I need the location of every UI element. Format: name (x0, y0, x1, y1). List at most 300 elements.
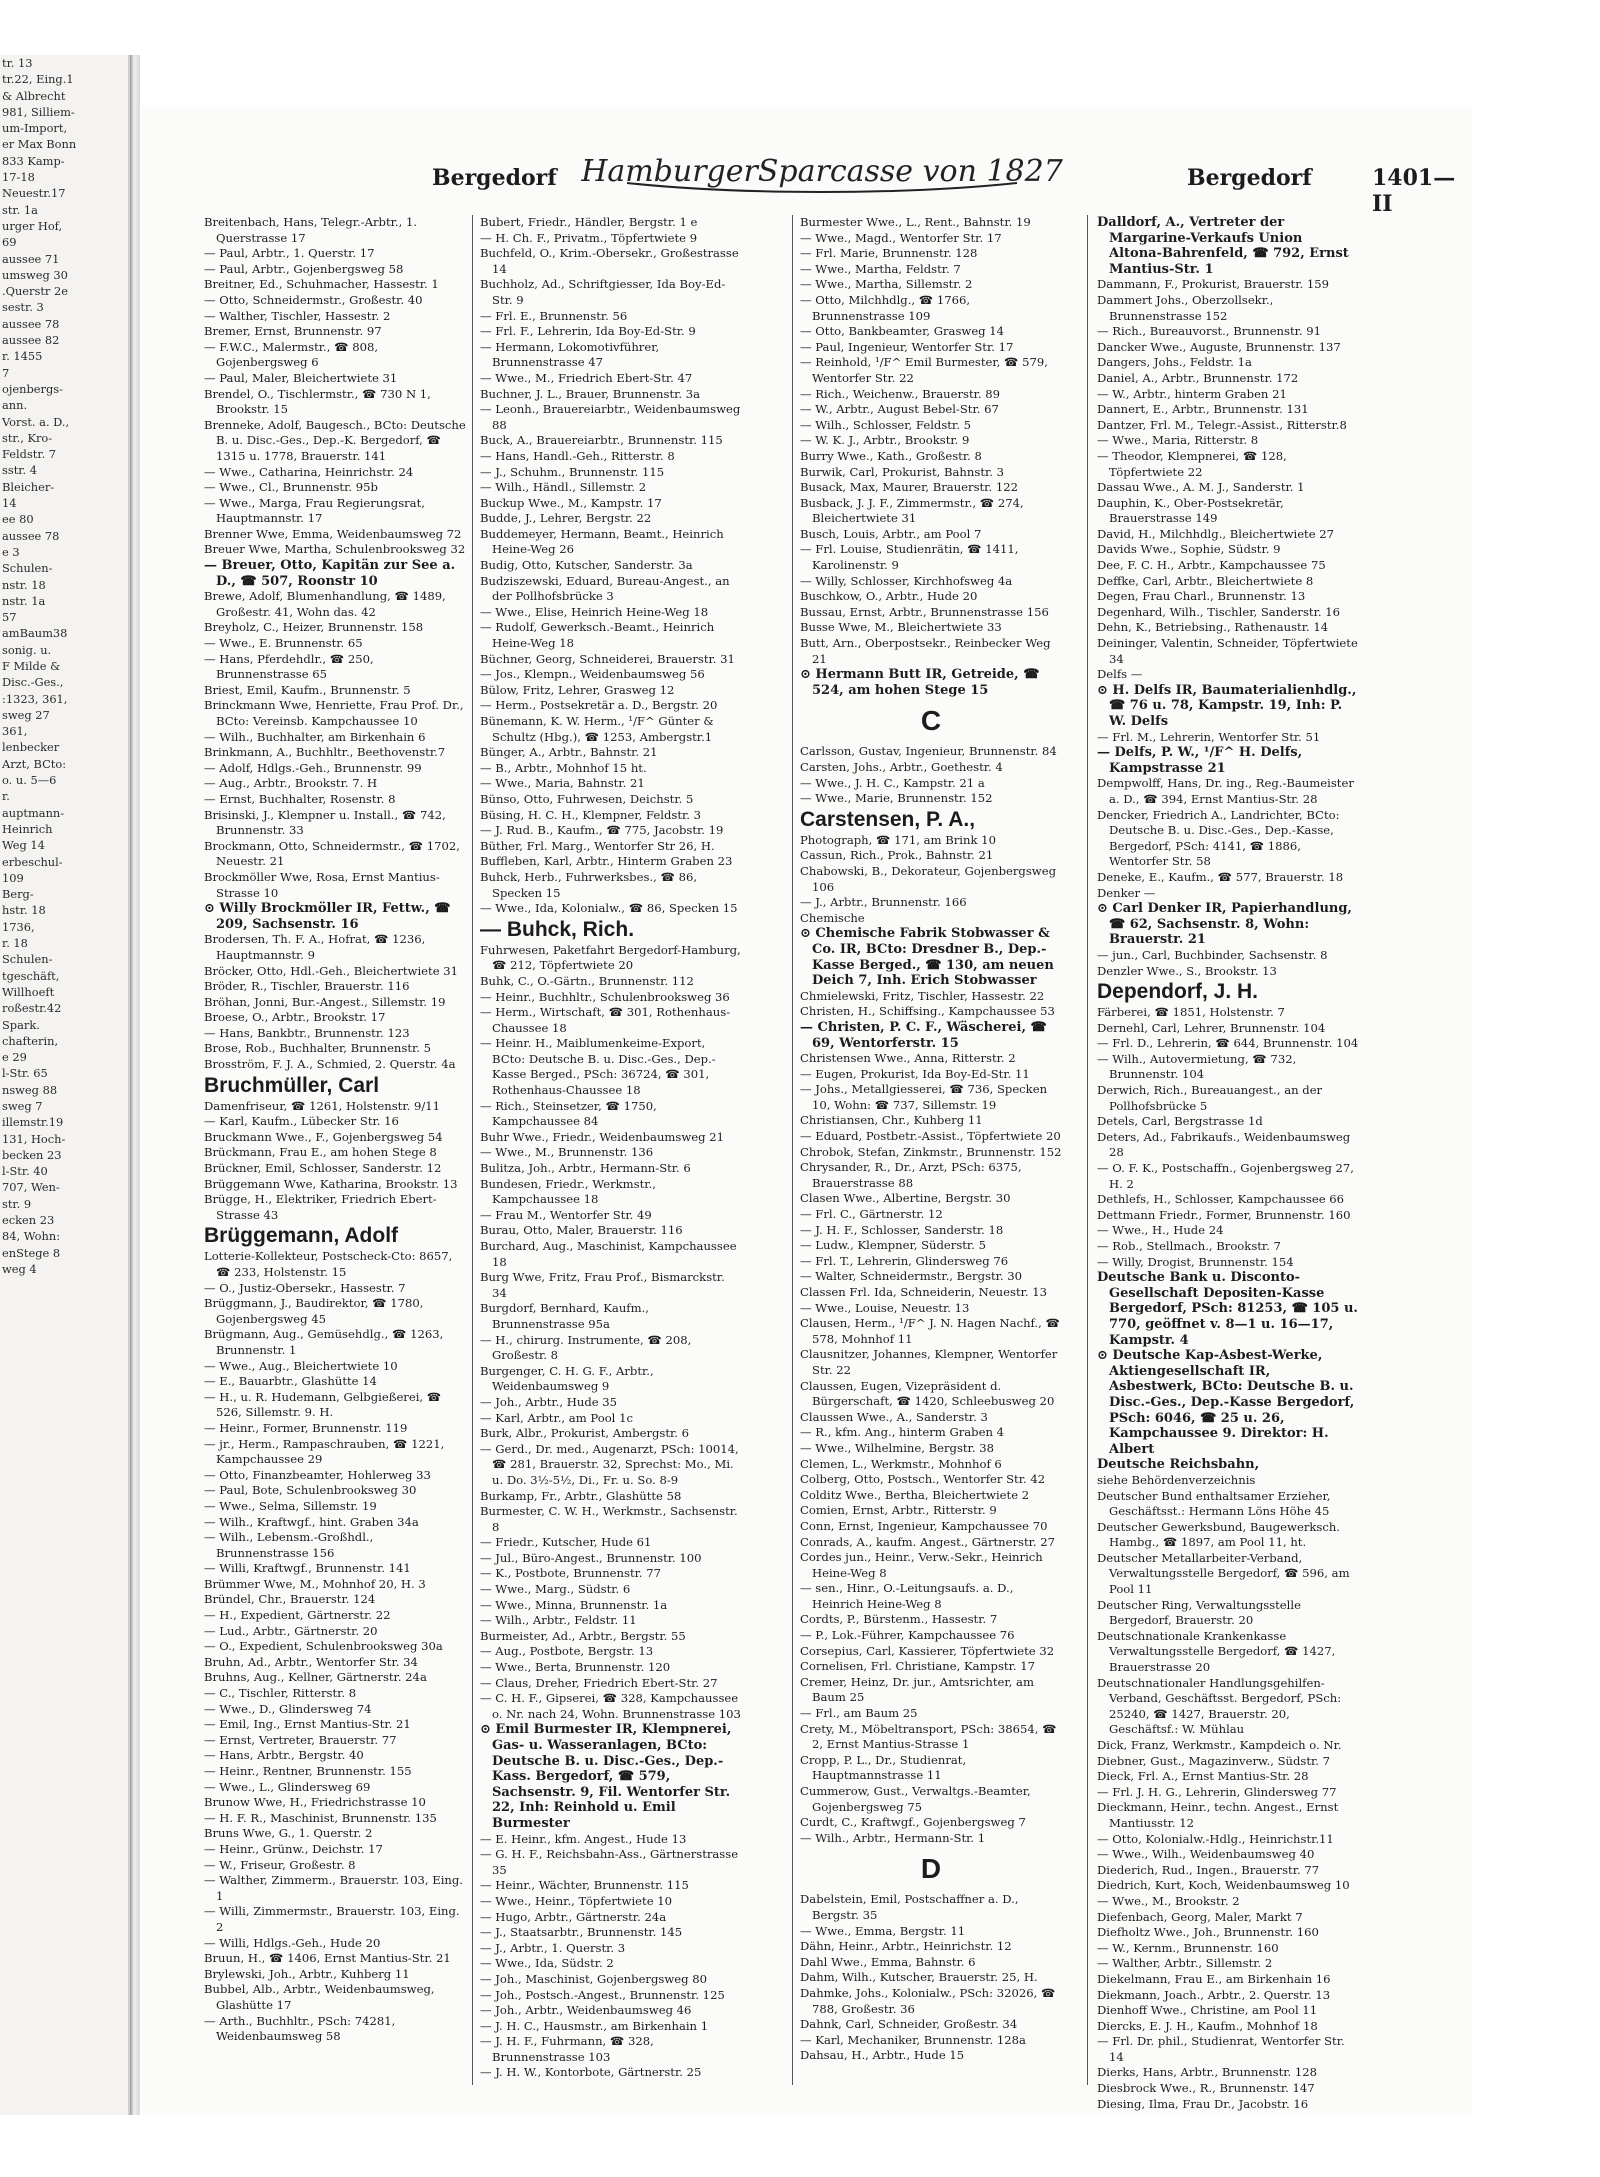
directory-entry: — Frau M., Wentorfer Str. 49 (480, 1207, 652, 1222)
directory-entry: — Frl. Marie, Brunnenstr. 128 (800, 246, 978, 261)
directory-entry: Dahmke, Johs., Kolonialw., PSch: 32026, ☎ 788, Großestr. 36 (800, 1985, 1056, 2016)
left-page-fragment: nsweg 88 (2, 1082, 58, 1097)
directory-entry: Brinckmann Wwe, Henriette, Frau Prof. Dr., BCto: Vereinsb. Kampchaussee 10 (204, 698, 464, 728)
directory-entry: Dahsau, H., Arbtr., Hude 15 (800, 2048, 965, 2063)
directory-entry: Brügge, H., Elektriker, Friedrich Ebert-Strasse 43 (204, 1192, 437, 1222)
left-page-fragment: 109 (2, 870, 24, 885)
directory-entry: Brügmann, Aug., Gemüsehdlg., ☎ 1263, Brunnenstr. 1 (204, 1327, 444, 1357)
directory-entry: — Rudolf, Gewerksch.-Beamt., Heinrich Heine-Weg 18 (480, 620, 715, 651)
directory-entry: — Paul, Maler, Bleichertwiete 31 (204, 370, 398, 385)
left-page-fragment: weg 4 (2, 1261, 37, 1276)
directory-entry: Dettmann Friedr., Former, Brunnenstr. 160 (1097, 1207, 1351, 1222)
left-page-fragment: sstr. 4 (2, 463, 37, 478)
directory-entry: — Wwe., M., Brunnenstr. 136 (480, 1145, 654, 1160)
directory-entry: — Wwe., Marie, Brunnenstr. 152 (800, 791, 993, 806)
directory-entry: Burry Wwe., Kath., Großestr. 8 (800, 448, 982, 463)
directory-entry: Deffke, Carl, Arbtr., Bleichertwiete 8 (1097, 573, 1314, 588)
left-page-fragment: e 29 (2, 1050, 27, 1065)
directory-entry: — Wilh., Arbtr., Hermann-Str. 1 (800, 1830, 986, 1845)
directory-entry: — Wwe., Cl., Brunnenstr. 95b (204, 480, 378, 495)
directory-entry: Clausnitzer, Johannes, Klempner, Wentorfer Str. 22 (800, 1347, 1058, 1377)
directory-entry: Cremer, Heinz, Dr. jur., Amtsrichter, am Baum 25 (800, 1674, 1034, 1705)
directory-page (142, 105, 1472, 2115)
column-rule (792, 215, 793, 2085)
directory-entry: Fuhrwesen, Paketfahrt Bergedorf-Hamburg, ☎ 212, Töpfertwiete 20 (480, 942, 741, 973)
directory-entry: Burmeister, Ad., Arbtr., Bergstr. 55 (480, 1628, 686, 1643)
directory-entry: Clemen, L., Werkmstr., Mohnhof 6 (800, 1456, 1002, 1471)
directory-entry: — H., Expedient, Gärtnerstr. 22 (204, 1608, 391, 1623)
directory-entry: Cordts, P., Bürstenm., Hassestr. 7 (800, 1612, 998, 1627)
left-page-fragment: 57 (2, 610, 17, 625)
directory-entry: Dieck, Frl. A., Ernst Mantius-Str. 28 (1097, 1769, 1309, 1784)
directory-entry: — J. H. W., Kontorbote, Gärtnerstr. 25 (480, 2065, 702, 2080)
directory-entry: — Otto, Milchhdlg., ☎ 1766, Brunnenstrasse 109 (800, 292, 971, 323)
directory-entry: — Frl. J. H. G., Lehrerin, Glindersweg 77 (1097, 1784, 1337, 1799)
directory-entry: — Wwe., Marga, Frau Regierungsrat, Hauptmannstr. 17 (204, 495, 425, 526)
directory-entry: Dethlefs, H., Schlosser, Kampchaussee 66 (1097, 1192, 1345, 1207)
directory-entry: Photograph, ☎ 171, am Brink 10 (800, 832, 996, 847)
directory-entry: — Frl. C., Gärtnerstr. 12 (800, 1207, 943, 1222)
left-page-fragment: l-Str. 65 (2, 1066, 48, 1081)
directory-entry: Breuer Wwe, Martha, Schulenbrooksweg 32 (204, 542, 466, 557)
directory-entry: Burau, Otto, Maler, Brauerstr. 116 (480, 1223, 683, 1238)
column-rule (472, 215, 473, 2085)
directory-entry: Burmester, C. W. H., Werkmstr., Sachsenstr. 8 (480, 1504, 738, 1534)
directory-entry: Colditz Wwe., Bertha, Bleichertwiete 2 (800, 1487, 1030, 1502)
directory-entry: Carsten, Johs., Arbtr., Goethestr. 4 (800, 760, 1003, 774)
directory-entry: — H., chirurg. Instrumente, ☎ 208, Großestr. 8 (480, 1332, 692, 1363)
directory-entry: Dee, F. C. H., Arbtr., Kampchaussee 75 (1097, 558, 1326, 573)
directory-entry: — Paul, Arbtr., 1. Querstr. 17 (204, 246, 375, 261)
directory-entry: Chrysander, R., Dr., Arzt, PSch: 6375, Brauerstrasse 88 (800, 1160, 1022, 1190)
directory-entry: Dienhoff Wwe., Christine, am Pool 11 (1097, 2003, 1318, 2018)
directory-entry: — Frl. E., Brunnenstr. 56 (480, 308, 628, 323)
directory-entry: — Ernst, Vertreter, Brauerstr. 77 (204, 1732, 397, 1747)
highlighted-entry: ⊙ Emil Burmester IR, Klempnerei, Gas- u. Wasseranlagen, BCto: Deutsche B. u. Disc.-Ges., Dep.-Kass. Bergedorf, ☎ 579, Sachsenstr. 9, Fil. Wentorfer Str. 22, Inh: Reinhold u. Emil Burmester (480, 1722, 732, 1831)
directory-entry: — Reinhold, ¹/F^ Emil Burmester, ☎ 579, Wentorfer Str. 22 (800, 355, 1048, 385)
left-page-fragment: sonig. u. (2, 642, 52, 657)
directory-entry: — Emil, Ing., Ernst Mantius-Str. 21 (204, 1717, 411, 1732)
directory-entry: — O., Justiz-Obersekr., Hassestr. 7 (204, 1280, 406, 1295)
directory-entry: — Wwe., Minna, Brunnenstr. 1a (480, 1597, 668, 1612)
left-page-fragment: sweg 7 (2, 1099, 43, 1113)
directory-entry: Bröcker, Otto, Hdl.-Geh., Bleichertwiete 31 (204, 963, 458, 978)
directory-entry: Dehn, K., Betriebsing., Rathenaustr. 14 (1097, 620, 1329, 635)
directory-entry: Brückner, Emil, Schlosser, Sanderstr. 12 (204, 1161, 442, 1176)
directory-entry: — Theodor, Klempnerei, ☎ 128, Töpfertwiete 22 (1097, 448, 1287, 479)
left-page-fragment: .Querstr 2e (2, 284, 68, 299)
left-page-fragment: aussee 71 (2, 251, 60, 266)
directory-entry: Bubert, Friedr., Händler, Bergstr. 1 e (480, 215, 698, 229)
directory-entry: Dahnk, Carl, Schneider, Großestr. 34 (800, 2017, 1018, 2032)
directory-entry: — Heinr., Wächter, Brunnenstr. 115 (480, 1878, 689, 1893)
directory-entry: — Wwe., E. Brunnenstr. 65 (204, 636, 363, 651)
left-page-fragment: 14 (2, 496, 17, 511)
directory-entry: — Frl. D., Lehrerin, ☎ 644, Brunnenstr. 104 (1097, 1036, 1359, 1051)
highlighted-entry: ⊙ Carl Denker IR, Papierhandlung, ☎ 62, Sachsenstr. 8, Wohn: Brauerstr. 21 (1097, 901, 1352, 948)
directory-entry: — Walther, Arbtr., Sillemstr. 2 (1097, 1956, 1273, 1971)
left-page-fragment: Berg- (2, 887, 34, 902)
directory-entry: — O., Expedient, Schulenbrooksweg 30a (204, 1639, 443, 1654)
directory-entry: — Herm., Wirtschaft, ☎ 301, Rothenhaus-Chaussee 18 (480, 1005, 731, 1035)
directory-entry: — Joh., Postsch.-Angest., Brunnenstr. 125 (480, 1987, 725, 2002)
directory-entry: — Wwe., Louise, Neuestr. 13 (800, 1300, 970, 1315)
directory-entry: — W., Arbtr., hinterm Graben 21 (1097, 386, 1287, 401)
directory-entry: Dahl Wwe., Emma, Bahnstr. 6 (800, 1954, 976, 1969)
directory-entry: Cornelisen, Frl. Christiane, Kampstr. 17 (800, 1659, 1035, 1674)
directory-entry: Budig, Otto, Kutscher, Sanderstr. 3a (480, 558, 693, 573)
left-page-fragment: Schulen- (2, 952, 53, 967)
directory-entry: Diedrich, Kurt, Koch, Weidenbaumsweg 10 (1097, 1878, 1350, 1893)
directory-entry: — Eduard, Postbetr.-Assist., Töpfertwiete 20 (800, 1129, 1061, 1144)
directory-entry: Brüggmann, J., Baudirektor, ☎ 1780, Gojenbergsweg 45 (204, 1296, 424, 1326)
directory-entry: — Rich., Bureauvorst., Brunnenstr. 91 (1097, 324, 1322, 339)
directory-entry: — Otto, Bankbeamter, Grasweg 14 (800, 324, 1005, 339)
directory-entry: — Wwe., L., Glindersweg 69 (204, 1779, 371, 1794)
display-entry-name: Brüggemann, Adolf (204, 1224, 399, 1248)
directory-entry: — J., Arbtr., 1. Querstr. 3 (480, 1940, 626, 1955)
book-spine (130, 55, 140, 2115)
directory-entry: Chmielewski, Fritz, Tischler, Hassestr. 22 (800, 988, 1045, 1003)
directory-entry: Conn, Ernst, Ingenieur, Kampchaussee 70 (800, 1518, 1048, 1533)
directory-entry: Dantzer, Frl. M., Telegr.-Assist., Ritterstr.8 (1097, 417, 1347, 432)
directory-entry: Brunow Wwe, H., Friedrichstrasse 10 (204, 1795, 426, 1810)
directory-entry: — Frl. F., Lehrerin, Ida Boy-Ed-Str. 9 (480, 324, 696, 339)
left-page-fragment: r. 1455 (2, 349, 43, 364)
directory-entry: Budziszewski, Eduard, Bureau-Angest., an der Pollhofsbrücke 3 (480, 573, 730, 604)
directory-entry: Buffleben, Karl, Arbtr., Hinterm Graben 23 (480, 854, 733, 869)
highlighted-entry: Deutsche Bank u. Disconto-Gesellschaft Depositen-Kasse Bergedorf, PSch: 81253, ☎ 105 u. 770, geöffnet v. 8—1 u. 16—17, Kampstr. 4 (1097, 1270, 1358, 1348)
directory-entry: — Frl. Dr. phil., Studienrat, Wentorfer Str. 14 (1097, 2034, 1345, 2064)
directory-entry: — W. K. J., Arbtr., Brookstr. 9 (800, 433, 970, 448)
directory-entry: Chrobok, Stefan, Zinkmstr., Brunnenstr. 152 (800, 1144, 1062, 1159)
directory-entry: — Wilh., Autovermietung, ☎ 732, Brunnenstr. 104 (1097, 1051, 1297, 1082)
directory-entry: Damenfriseur, ☎ 1261, Holstenstr. 9/11 (204, 1098, 441, 1113)
directory-entry: Burg Wwe, Fritz, Frau Prof., Bismarckstr. 34 (480, 1270, 725, 1300)
directory-entry: Dabelstein, Emil, Postschaffner a. D., Bergstr. 35 (800, 1892, 1019, 1922)
left-page-fragment: Weg 14 (2, 838, 45, 853)
directory-entry: Brockmann, Otto, Schneidermstr., ☎ 1702, Neuestr. 21 (204, 838, 460, 869)
directory-entry: — C. H. F., Gipserei, ☎ 328, Kampchaussee o. Nr. nach 24, Wohn. Brunnenstrasse 103 (480, 1691, 741, 1721)
directory-entry: — W., Friseur, Großestr. 8 (204, 1857, 356, 1872)
header-place-left: Bergedorf (432, 165, 557, 191)
highlighted-entry: ⊙ H. Delfs IR, Baumaterialienhdlg., ☎ 76 u. 78, Kampstr. 19, Inh: P. W. Delfs (1097, 682, 1357, 729)
left-page-fragment: Feldstr. 7 (2, 447, 57, 462)
directory-entry: — B., Arbtr., Mohnhof 15 ht. (480, 760, 647, 775)
directory-entry: Diekelmann, Frau E., am Birkenhain 16 (1097, 1971, 1331, 1986)
directory-entry: Detels, Carl, Bergstrasse 1d (1097, 1114, 1263, 1129)
directory-entry: Busback, J. J. F., Zimmermstr., ☎ 274, Bleichertwiete 31 (800, 495, 1024, 526)
highlighted-entry: — Christen, P. C. F., Wäscherei, ☎ 69, Wentorferstr. 15 (800, 1019, 1047, 1051)
directory-entry: — Wwe., M., Brookstr. 2 (1097, 1893, 1240, 1908)
directory-entry: Comien, Ernst, Arbtr., Ritterstr. 9 (800, 1503, 997, 1518)
directory-entry: — Ludw., Klempner, Süderstr. 5 (800, 1238, 986, 1253)
highlighted-entry: — Delfs, P. W., ¹/F^ H. Delfs, Kampstrasse 21 (1097, 745, 1303, 776)
directory-entry: Burgenger, C. H. G. F., Arbtr., Weidenbaumsweg 9 (480, 1363, 654, 1394)
directory-entry: — Wwe., Maria, Bahnstr. 21 (480, 776, 645, 791)
directory-entry: — Frl. M., Lehrerin, Wentorfer Str. 51 (1097, 729, 1321, 744)
directory-entry: — Friedr., Kutscher, Hude 61 (480, 1535, 652, 1550)
left-page-fragment: amBaum38 (2, 626, 68, 641)
directory-entry: Brenner Wwe, Emma, Weidenbaumsweg 72 (204, 526, 462, 541)
directory-entry: Busse Wwe, M., Bleichertwiete 33 (800, 620, 1002, 635)
directory-entry: — Adolf, Hdlgs.-Geh., Brunnenstr. 99 (204, 760, 422, 775)
directory-entry: — Gerd., Dr. med., Augenarzt, PSch: 10014, ☎ 281, Brauerstr. 32, Sprechst: Mo., Mi. u. Do. 3½-5½, Di., Fr. u. So. 8-9 (480, 1441, 739, 1487)
left-page-fragment: urger Hof, (2, 218, 63, 233)
directory-entry: Brendel, O., Tischlermstr., ☎ 730 N 1, Brookstr. 15 (204, 386, 431, 417)
directory-column-4 (1097, 215, 1359, 2111)
left-page-fragment: str. 1a (2, 202, 38, 217)
left-page-fragment: Vorst. a. D., (2, 414, 70, 429)
directory-entry: — Wwe., Maria, Ritterstr. 8 (1097, 433, 1259, 448)
directory-entry: Dierks, Hans, Arbtr., Brunnenstr. 128 (1097, 2065, 1318, 2080)
directory-entry: Dannert, E., Arbtr., Brunnenstr. 131 (1097, 402, 1309, 417)
directory-entry: Buckup Wwe., M., Kampstr. 17 (480, 495, 662, 510)
directory-entry: — Willi, Kraftwgf., Brunnenstr. 141 (204, 1561, 411, 1576)
directory-entry: — Hans, Handl.-Geh., Ritterstr. 8 (480, 448, 675, 463)
highlighted-entry: — Breuer, Otto, Kapitän zur See a. D., ☎ 507, Roonstr 10 (204, 558, 456, 589)
display-entry-name: Carstensen, P. A., (800, 807, 976, 831)
directory-entry: Diercks, E. J. H., Kaufm., Mohnhof 18 (1097, 2018, 1318, 2033)
directory-entry: Dammert Johs., Oberzollsekr., Brunnenstrasse 152 (1097, 292, 1274, 323)
directory-entry: Büchner, Georg, Schneiderei, Brauerstr. 31 (480, 651, 735, 666)
directory-entry: — C., Tischler, Ritterstr. 8 (204, 1686, 357, 1701)
directory-column-2 (480, 215, 742, 2085)
directory-entry: — Lud., Arbtr., Gärtnerstr. 20 (204, 1623, 378, 1638)
left-page-fragment: Heinrich (2, 821, 53, 836)
directory-entry: Diebner, Gust., Magazinverw., Südstr. 7 (1097, 1753, 1331, 1768)
directory-entry: — Wwe., Magd., Wentorfer Str. 17 (800, 230, 1002, 245)
directory-entry: — Karl, Arbtr., am Pool 1c (480, 1410, 633, 1425)
directory-entry: Breitenbach, Hans, Telegr.-Arbtr., 1. Querstrasse 17 (204, 215, 418, 245)
directory-entry: Daniel, A., Arbtr., Brunnenstr. 172 (1097, 370, 1299, 385)
directory-entry: Conrads, A., kaufm. Angest., Gärtnerstr. 27 (800, 1534, 1056, 1549)
sparkasse-logo-graphic (581, 143, 1063, 198)
directory-entry: — W., Kernm., Brunnenstr. 160 (1097, 1940, 1279, 1955)
directory-entry: — H. F. R., Maschinist, Brunnenstr. 135 (204, 1810, 437, 1825)
directory-entry: Burgdorf, Bernhard, Kaufm., Brunnenstrasse 95a (480, 1301, 649, 1331)
directory-entry: Degenhard, Wilh., Tischler, Sanderstr. 16 (1097, 604, 1340, 619)
left-page-fragment: :1323, 361, (2, 691, 68, 706)
directory-entry: Carlsson, Gustav, Ingenieur, Brunnenstr. 84 (800, 744, 1057, 759)
directory-entry: Deutscher Ring, Verwaltungsstelle Bergedorf, Brauerstr. 20 (1097, 1597, 1301, 1628)
directory-entry: Classen Frl. Ida, Schneiderin, Neuestr. 13 (800, 1285, 1047, 1299)
highlighted-entry: Dalldorf, A., Vertreter der Margarine-Verkaufs Union Altona-Bahrenfeld, ☎ 792, Ernst Mantius-Str. 1 (1097, 215, 1349, 277)
directory-entry: — Jul., Büro-Angest., Brunnenstr. 100 (480, 1550, 702, 1565)
directory-entry: — P., Lok.-Führer, Kampchaussee 76 (800, 1628, 1015, 1643)
left-page-fragment: r. (2, 789, 10, 804)
directory-entry: Busch, Louis, Arbtr., am Pool 7 (800, 526, 982, 541)
highlighted-entry: Deutsche Reichsbahn, (1097, 1457, 1260, 1473)
directory-entry: Bremer, Ernst, Brunnenstr. 97 (204, 324, 382, 339)
page-header (142, 105, 1472, 217)
directory-entry: — Joh., Maschinist, Gojenbergsweg 80 (480, 1971, 707, 1986)
directory-entry: Davids Wwe., Sophie, Südstr. 9 (1097, 542, 1281, 557)
directory-entry: Buchfeld, O., Krim.-Obersekr., Großestrasse 14 (480, 246, 739, 276)
directory-entry: Christen, H., Schiffsing., Kampchaussee 53 (800, 1004, 1055, 1019)
directory-entry: Dieckmann, Heinr., techn. Angest., Ernst Mantiusstr. 12 (1097, 1800, 1339, 1830)
directory-entry: Burk, Albr., Prokurist, Ambergstr. 6 (480, 1426, 690, 1441)
directory-entry: Burchard, Aug., Maschinist, Kampchaussee 18 (480, 1239, 737, 1269)
directory-entry: Buck, A., Brauereiarbtr., Brunnenstr. 115 (480, 433, 723, 448)
directory-entry: — sen., Hinr., O.-Leitungsaufs. a. D., Heinrich Heine-Weg 8 (800, 1581, 1014, 1611)
directory-entry: Bruun, H., ☎ 1406, Ernst Mantius-Str. 21 (204, 1951, 451, 1966)
directory-entry: — Joh., Arbtr., Hude 35 (480, 1394, 618, 1409)
directory-entry: Diefholtz Wwe., Joh., Brunnenstr. 160 (1097, 1925, 1319, 1940)
directory-entry: Bünso, Otto, Fuhrwesen, Deichstr. 5 (480, 791, 694, 806)
left-page-fragment: tr.22, Eing.1 (2, 72, 74, 87)
directory-entry: Briest, Emil, Kaufm., Brunnenstr. 5 (204, 682, 411, 697)
display-entry-name: — Buhck, Rich. (480, 917, 635, 941)
directory-entry: Butt, Arn., Oberpostsekr., Reinbecker Weg 21 (800, 636, 1051, 666)
directory-entry: Bubbel, Alb., Arbtr., Weidenbaumsweg, Glashütte 17 (204, 1982, 435, 2012)
directory-entry: Budde, J., Lehrer, Bergstr. 22 (480, 511, 652, 526)
left-page-fragment: aussee 78 (2, 528, 60, 543)
directory-entry: Deininger, Valentin, Schneider, Töpfertwiete 34 (1097, 636, 1358, 666)
directory-entry: — Leonh., Brauereiarbtr., Weidenbaumsweg 88 (480, 402, 741, 432)
directory-entry: Deutscher Gewerksbund, Baugewerksch. Hambg., ☎ 1897, am Pool 11, ht. (1097, 1519, 1340, 1550)
left-page-fragment: er Max Bonn (2, 137, 77, 152)
directory-entry: — O. F. K., Postschaffn., Gojenbergsweg 27, H. 2 (1097, 1161, 1354, 1191)
directory-entry: Claussen, Eugen, Vizepräsident d. Bürgerschaft, ☎ 1420, Schleebusweg 20 (800, 1378, 1055, 1409)
directory-entry: — Wilh., Lebensm.-Großhdl., Brunnenstrasse 156 (204, 1530, 374, 1560)
left-page-fragment: Spark. (2, 1017, 40, 1032)
directory-entry: Clasen Wwe., Albertine, Bergstr. 30 (800, 1191, 1011, 1206)
directory-entry: Dancker Wwe., Auguste, Brunnenstr. 137 (1097, 339, 1341, 354)
directory-entry: — Frl. Louise, Studienrätin, ☎ 1411, Karolinenstr. 9 (800, 542, 1019, 573)
directory-entry: Brüggemann Wwe, Katharina, Brookstr. 13 (204, 1176, 458, 1191)
directory-entry: — W., Arbtr., August Bebel-Str. 67 (800, 402, 999, 417)
directory-entry: Buchner, J. L., Brauer, Brunnenstr. 3a (480, 386, 701, 401)
directory-entry: — Claus, Dreher, Friedrich Ebert-Str. 27 (480, 1675, 718, 1690)
left-page-fragment: erbeschul- (2, 854, 63, 869)
directory-entry: Bröder, R., Tischler, Brauerstr. 116 (204, 979, 410, 994)
directory-entry: Bünemann, K. W. Herm., ¹/F^ Günter & Schultz (Hbg.), ☎ 1253, Ambergstr.1 (480, 714, 714, 744)
directory-entry: Buschkow, O., Arbtr., Hude 20 (800, 589, 978, 604)
directory-entry: Denzler Wwe., S., Brookstr. 13 (1097, 963, 1277, 978)
directory-entry: — Aug., Arbtr., Brookstr. 7. H (204, 776, 378, 791)
directory-entry: Curdt, C., Kraftwgf., Gojenbergsweg 7 (800, 1815, 1026, 1830)
directory-entry: Derwich, Rich., Bureauangest., an der Pollhofsbrücke 5 (1097, 1083, 1323, 1113)
left-page-fragment: sestr. 3 (2, 300, 44, 315)
directory-entry: — Willi, Hdlgs.-Geh., Hude 20 (204, 1935, 381, 1950)
directory-entry: — K., Postbote, Brunnenstr. 77 (480, 1566, 661, 1581)
left-page-fragment: e 3 (2, 544, 20, 559)
directory-entry: — Aug., Postbote, Bergstr. 13 (480, 1644, 654, 1659)
page-number: 1401—II (1372, 165, 1456, 217)
directory-entry: Dähn, Heinr., Arbtr., Heinrichstr. 12 (800, 1939, 1012, 1954)
directory-entry: — Jos., Klempn., Weidenbaumsweg 56 (480, 667, 705, 682)
directory-entry: — J., Arbtr., Brunnenstr. 166 (800, 895, 967, 910)
directory-entry: — Wilh., Arbtr., Feldstr. 11 (480, 1613, 637, 1628)
directory-entry: Büsing, H. C. H., Klempner, Feldstr. 3 (480, 807, 702, 822)
left-page-fragment: Arzt, BCto: (2, 756, 67, 771)
directory-entry: Degen, Frau Charl., Brunnenstr. 13 (1097, 589, 1306, 604)
directory-entry: — Heinr., Buchhltr., Schulenbrooksweg 36 (480, 989, 730, 1004)
directory-entry: Buhck, Herb., Fuhrwerksbes., ☎ 86, Specken 15 (480, 869, 698, 900)
directory-entry: — Wwe., Marg., Südstr. 6 (480, 1582, 631, 1597)
directory-entry: — H., u. R. Hudemann, Gelbgießerei, ☎ 526, Sillemstr. 9. H. (204, 1389, 442, 1420)
directory-entry: — Heinr. H., Maiblumenkeime-Export, BCto: Deutsche B. u. Disc.-Ges., Dep.-Kasse Berged., PSch: 36724, ☎ 301, Rothenhaus-Chaussee 18 (480, 1036, 716, 1098)
directory-entry: — Wwe., Wilh., Weidenbaumsweg 40 (1097, 1847, 1315, 1862)
directory-entry: — F.W.C., Malermstr., ☎ 808, Gojenbergsweg 6 (204, 339, 379, 370)
directory-entry: Diesing, Ilma, Frau Dr., Jacobstr. 16 (1097, 2096, 1309, 2111)
sparkasse-logo (581, 143, 1063, 198)
directory-entry: — Hans, Arbtr., Bergstr. 40 (204, 1748, 364, 1763)
directory-entry: — J. H. F., Fuhrmann, ☎ 328, Brunnenstrasse 103 (480, 2034, 654, 2064)
directory-entry: Brisinski, J., Klempner u. Install., ☎ 742, Brunnenstr. 33 (204, 807, 446, 838)
directory-entry: Büther, Frl. Marg., Wentorfer Str 26, H. (480, 838, 715, 853)
left-page-fragment: tr. 13 (2, 56, 33, 70)
directory-entry: — Hermann, Lokomotivführer, Brunnenstrasse 47 (480, 339, 660, 370)
highlighted-entry: ⊙ Deutsche Kap-Asbest-Werke, Aktiengesellschaft IR, Asbestwerk, BCto: Deutsche B. u. Disc.-Ges., Dep.-Kasse Bergedorf, PSch: 6046, ☎ 25 u. 26, Kampchaussee 9. Direktor: H. Albert (1097, 1348, 1355, 1457)
directory-entry: — Walther, Zimmerm., Brauerstr. 103, Eing. 1 (204, 1873, 463, 1903)
left-page-fragment: 833 Kamp- (2, 153, 65, 168)
directory-entry: Brenneke, Adolf, Baugesch., BCto: Deutsche B. u. Disc.-Ges., Dep.-K. Bergedorf, ☎ 1315 u. 1778, Brauerstr. 141 (204, 417, 466, 463)
directory-entry: Buddemeyer, Hermann, Beamt., Heinrich Heine-Weg 26 (480, 526, 724, 557)
left-page-fragment: ann. (2, 398, 28, 413)
directory-entry: Brockmöller Wwe, Rosa, Ernst Mantius-Strasse 10 (204, 869, 440, 900)
left-page-fragment: 981, Silliem- (2, 104, 75, 119)
directory-entry: Bruhn, Ad., Arbtr., Wentorfer Str. 34 (204, 1654, 418, 1669)
directory-entry: — Wwe., Ida, Südstr. 2 (480, 1956, 614, 1971)
directory-entry: Denker — (1097, 885, 1156, 900)
directory-entry: — Wwe., Martha, Sillemstr. 2 (800, 277, 973, 292)
directory-entry: — Karl, Kaufm., Lübecker Str. 16 (204, 1114, 399, 1129)
left-page-fragment: Neuestr.17 (2, 186, 66, 201)
directory-entry: — Ernst, Buchhalter, Rosenstr. 8 (204, 791, 396, 806)
directory-entry: — Heinr., Grünw., Deichstr. 17 (204, 1841, 383, 1856)
left-page-fragment: hstr. 18 (2, 903, 46, 918)
directory-entry: Crety, M., Möbeltransport, PSch: 38654, ☎ 2, Ernst Mantius-Strasse 1 (800, 1721, 1057, 1752)
directory-entry: Brückmann, Frau E., am hohen Stege 8 (204, 1145, 437, 1160)
directory-entry: Christiansen, Chr., Kuhberg 11 (800, 1113, 983, 1128)
directory-entry: Bruns Wwe, G., 1. Querstr. 2 (204, 1826, 373, 1841)
directory-entry: — E., Bauarbtr., Glashütte 14 (204, 1374, 377, 1389)
directory-entry: — Hugo, Arbtr., Gärtnerstr. 24a (480, 1909, 667, 1924)
directory-entry: Brylewski, Joh., Arbtr., Kuhberg 11 (204, 1966, 410, 1981)
directory-entry: Deutschnationaler Handlungsgehilfen-Verband, Geschäftsst. Bergedorf, PSch: 25240, ☎ 1427, Brauerstr. 20, Geschäftsf.: W. Mühlau (1097, 1675, 1342, 1737)
directory-entry: Dick, Franz, Werkmstr., Kampdeich o. Nr. (1097, 1738, 1342, 1752)
left-page-fragment: auptmann- (2, 805, 65, 820)
directory-entry: Bünger, A., Arbtr., Bahnstr. 21 (480, 745, 658, 760)
directory-entry: Brinkmann, A., Buchhltr., Beethovenstr.7 (204, 745, 446, 760)
directory-entry: — Wwe., Elise, Heinrich Heine-Weg 18 (480, 604, 709, 619)
directory-entry: — Hans, Pferdehdlr., ☎ 250, Brunnenstrasse 65 (204, 651, 374, 682)
directory-entry: Cordes jun., Heinr., Verw.-Sekr., Heinrich Heine-Weg 8 (800, 1550, 1043, 1580)
highlighted-entry: ⊙ Chemische Fabrik Stobwasser & Co. IR, BCto: Dresdner B., Dep.-Kasse Berged., ☎ 130, am neuen Deich 7, Inh. Erich Stobwasser (800, 926, 1054, 989)
directory-entry: Corsepius, Carl, Kassierer, Töpfertwiete 32 (800, 1643, 1055, 1658)
left-page-fragment: l-Str. 40 (2, 1164, 48, 1179)
directory-entry: Bussau, Ernst, Arbtr., Brunnenstrasse 156 (800, 604, 1049, 619)
left-page-fragment: o. u. 5—6 (2, 773, 57, 788)
directory-entry: — Willy, Schlosser, Kirchhofsweg 4a (800, 573, 1013, 588)
directory-column-3 (800, 215, 1062, 2085)
directory-entry: — Paul, Arbtr., Gojenbergsweg 58 (204, 261, 404, 276)
directory-entry: Bundesen, Friedr., Werkmstr., Kampchaussee 18 (480, 1176, 656, 1207)
left-page-fragment: sweg 27 (2, 707, 50, 722)
header-place-right: Bergedorf (1187, 165, 1312, 191)
directory-entry: Bruckmann Wwe., F., Gojenbergsweg 54 (204, 1129, 443, 1144)
directory-entry: — J., Schuhm., Brunnenstr. 115 (480, 464, 665, 479)
left-page-fragment: str., Kro- (2, 430, 53, 445)
directory-entry: — Heinr., Former, Brunnenstr. 119 (204, 1420, 408, 1435)
left-page-fragment: 1736, (2, 919, 35, 934)
left-page-fragment: chafterin, (2, 1033, 59, 1048)
highlighted-entry: ⊙ Hermann Butt IR, Getreide, ☎ 524, am hohen Stege 15 (800, 667, 1040, 698)
directory-entry: Diefenbach, Georg, Maler, Markt 7 (1097, 1909, 1303, 1924)
directory-entry: Breitner, Ed., Schuhmacher, Hassestr. 1 (204, 277, 439, 292)
